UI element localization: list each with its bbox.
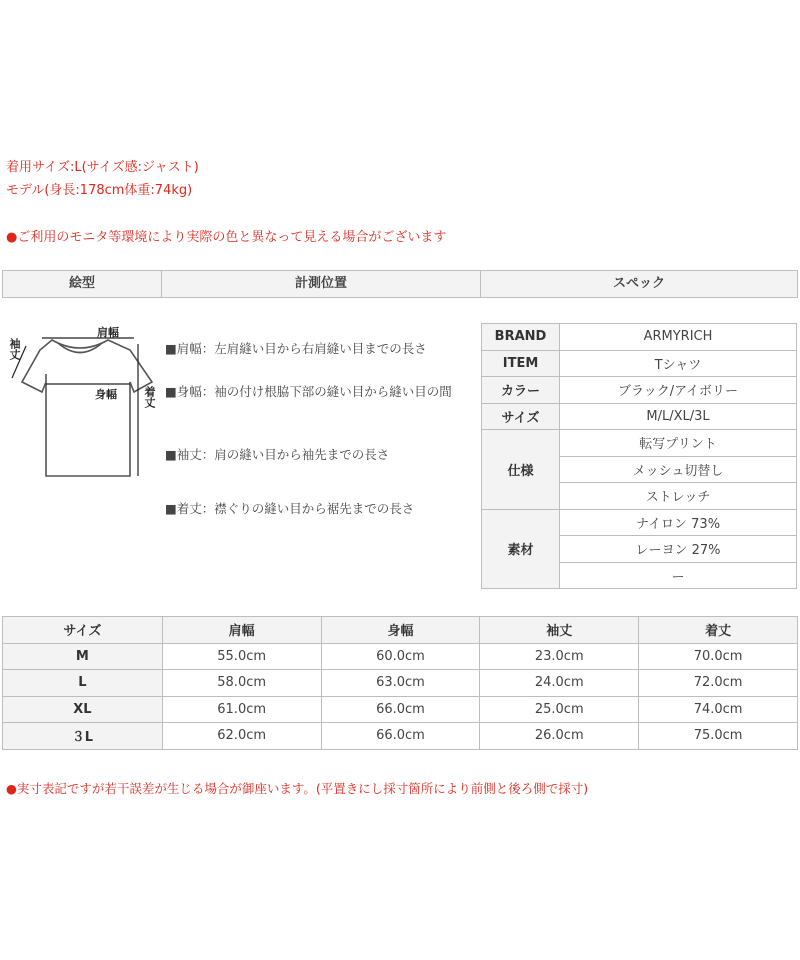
- diagram-label-shoulder: 肩幅: [97, 326, 119, 339]
- size-cell: L: [3, 670, 163, 697]
- spec-key: ITEM: [482, 350, 560, 377]
- spec-table: [481, 323, 797, 589]
- table-cell: 66.0cm: [321, 696, 480, 723]
- table-cell: 70.0cm: [639, 643, 798, 670]
- spec-row-material: [482, 509, 797, 536]
- table-cell: 75.0cm: [639, 723, 798, 750]
- spec-value: レーヨン 27%: [560, 536, 797, 563]
- monitor-warning: ●ご利用のモニタ等環境により実際の色と異なって見える場合がございます: [6, 230, 447, 245]
- size-header-cell: 袖丈: [480, 617, 639, 644]
- spec-row-brand: [482, 324, 797, 351]
- measurement-error-note: ●実寸表記ですが若干誤差が生じる場合が御座います。(平置きにし採寸箇所により前側と後ろ側で採寸): [6, 781, 589, 796]
- table-cell: 24.0cm: [480, 670, 639, 697]
- spec-value: ARMYRICH: [560, 324, 797, 351]
- diagram-label-length: 着丈: [143, 386, 156, 408]
- spec-value: ブラック/アイボリー: [560, 377, 797, 404]
- spec-value: 転写プリント: [560, 430, 797, 457]
- table-cell: 23.0cm: [480, 643, 639, 670]
- tshirt-outline-icon: [2, 316, 162, 491]
- spec-key: サイズ: [482, 403, 560, 430]
- size-cell: XL: [3, 696, 163, 723]
- header-illustration: 絵型: [68, 276, 95, 291]
- table-row: [3, 696, 798, 723]
- diagram-label-body-width: 身幅: [95, 388, 117, 401]
- section-header-bar: [2, 270, 798, 298]
- wear-size-note: 着用サイズ:L(サイズ感:ジャスト): [6, 160, 199, 175]
- spec-key: BRAND: [482, 324, 560, 351]
- spec-value: Tシャツ: [560, 350, 797, 377]
- table-cell: 72.0cm: [639, 670, 798, 697]
- table-cell: 58.0cm: [162, 670, 321, 697]
- spec-row-color: [482, 377, 797, 404]
- measure-desc-length: ■着丈：襟ぐりの縫い目から裾先までの長さ: [165, 501, 415, 516]
- spec-value: ストレッチ: [560, 483, 797, 510]
- size-cell: ３L: [3, 723, 163, 750]
- table-cell: 25.0cm: [480, 696, 639, 723]
- diagram-label-sleeve: 袖丈: [8, 338, 21, 360]
- spec-row-feature: [482, 430, 797, 457]
- measure-desc-sleeve: ■袖丈：肩の縫い目から袖先までの長さ: [165, 447, 390, 462]
- table-cell: 62.0cm: [162, 723, 321, 750]
- spec-key: 仕様: [482, 430, 560, 510]
- size-table-header: [3, 617, 798, 644]
- table-cell: 66.0cm: [321, 723, 480, 750]
- table-cell: 63.0cm: [321, 670, 480, 697]
- spec-value: ナイロン 73%: [560, 509, 797, 536]
- table-cell: 55.0cm: [162, 643, 321, 670]
- size-header-cell: サイズ: [3, 617, 163, 644]
- size-cell: M: [3, 643, 163, 670]
- spec-value: メッシュ切替し: [560, 456, 797, 483]
- spec-value: ー: [560, 562, 797, 589]
- size-header-cell: 着丈: [639, 617, 798, 644]
- table-row: [3, 723, 798, 750]
- header-measurement-position: 計測位置: [294, 276, 347, 291]
- measure-desc-shoulder: ■肩幅：左肩縫い目から右肩縫い目までの長さ: [165, 341, 427, 356]
- tshirt-diagram: [2, 316, 162, 491]
- size-table: [2, 616, 798, 750]
- table-cell: 26.0cm: [480, 723, 639, 750]
- table-cell: 60.0cm: [321, 643, 480, 670]
- table-cell: 74.0cm: [639, 696, 798, 723]
- spec-key: カラー: [482, 377, 560, 404]
- model-note: モデル(身長:178cm体重:74kg): [6, 183, 193, 198]
- table-row: [3, 643, 798, 670]
- size-header-cell: 身幅: [321, 617, 480, 644]
- spec-row-item: [482, 350, 797, 377]
- table-cell: 61.0cm: [162, 696, 321, 723]
- spec-value: M/L/XL/3L: [560, 403, 797, 430]
- size-header-cell: 肩幅: [162, 617, 321, 644]
- header-spec: スペック: [612, 276, 665, 291]
- measure-desc-body-width: ■身幅：袖の付け根脇下部の縫い目から縫い目の間: [165, 384, 452, 399]
- spec-key: 素材: [482, 509, 560, 589]
- table-row: [3, 670, 798, 697]
- spec-row-size: [482, 403, 797, 430]
